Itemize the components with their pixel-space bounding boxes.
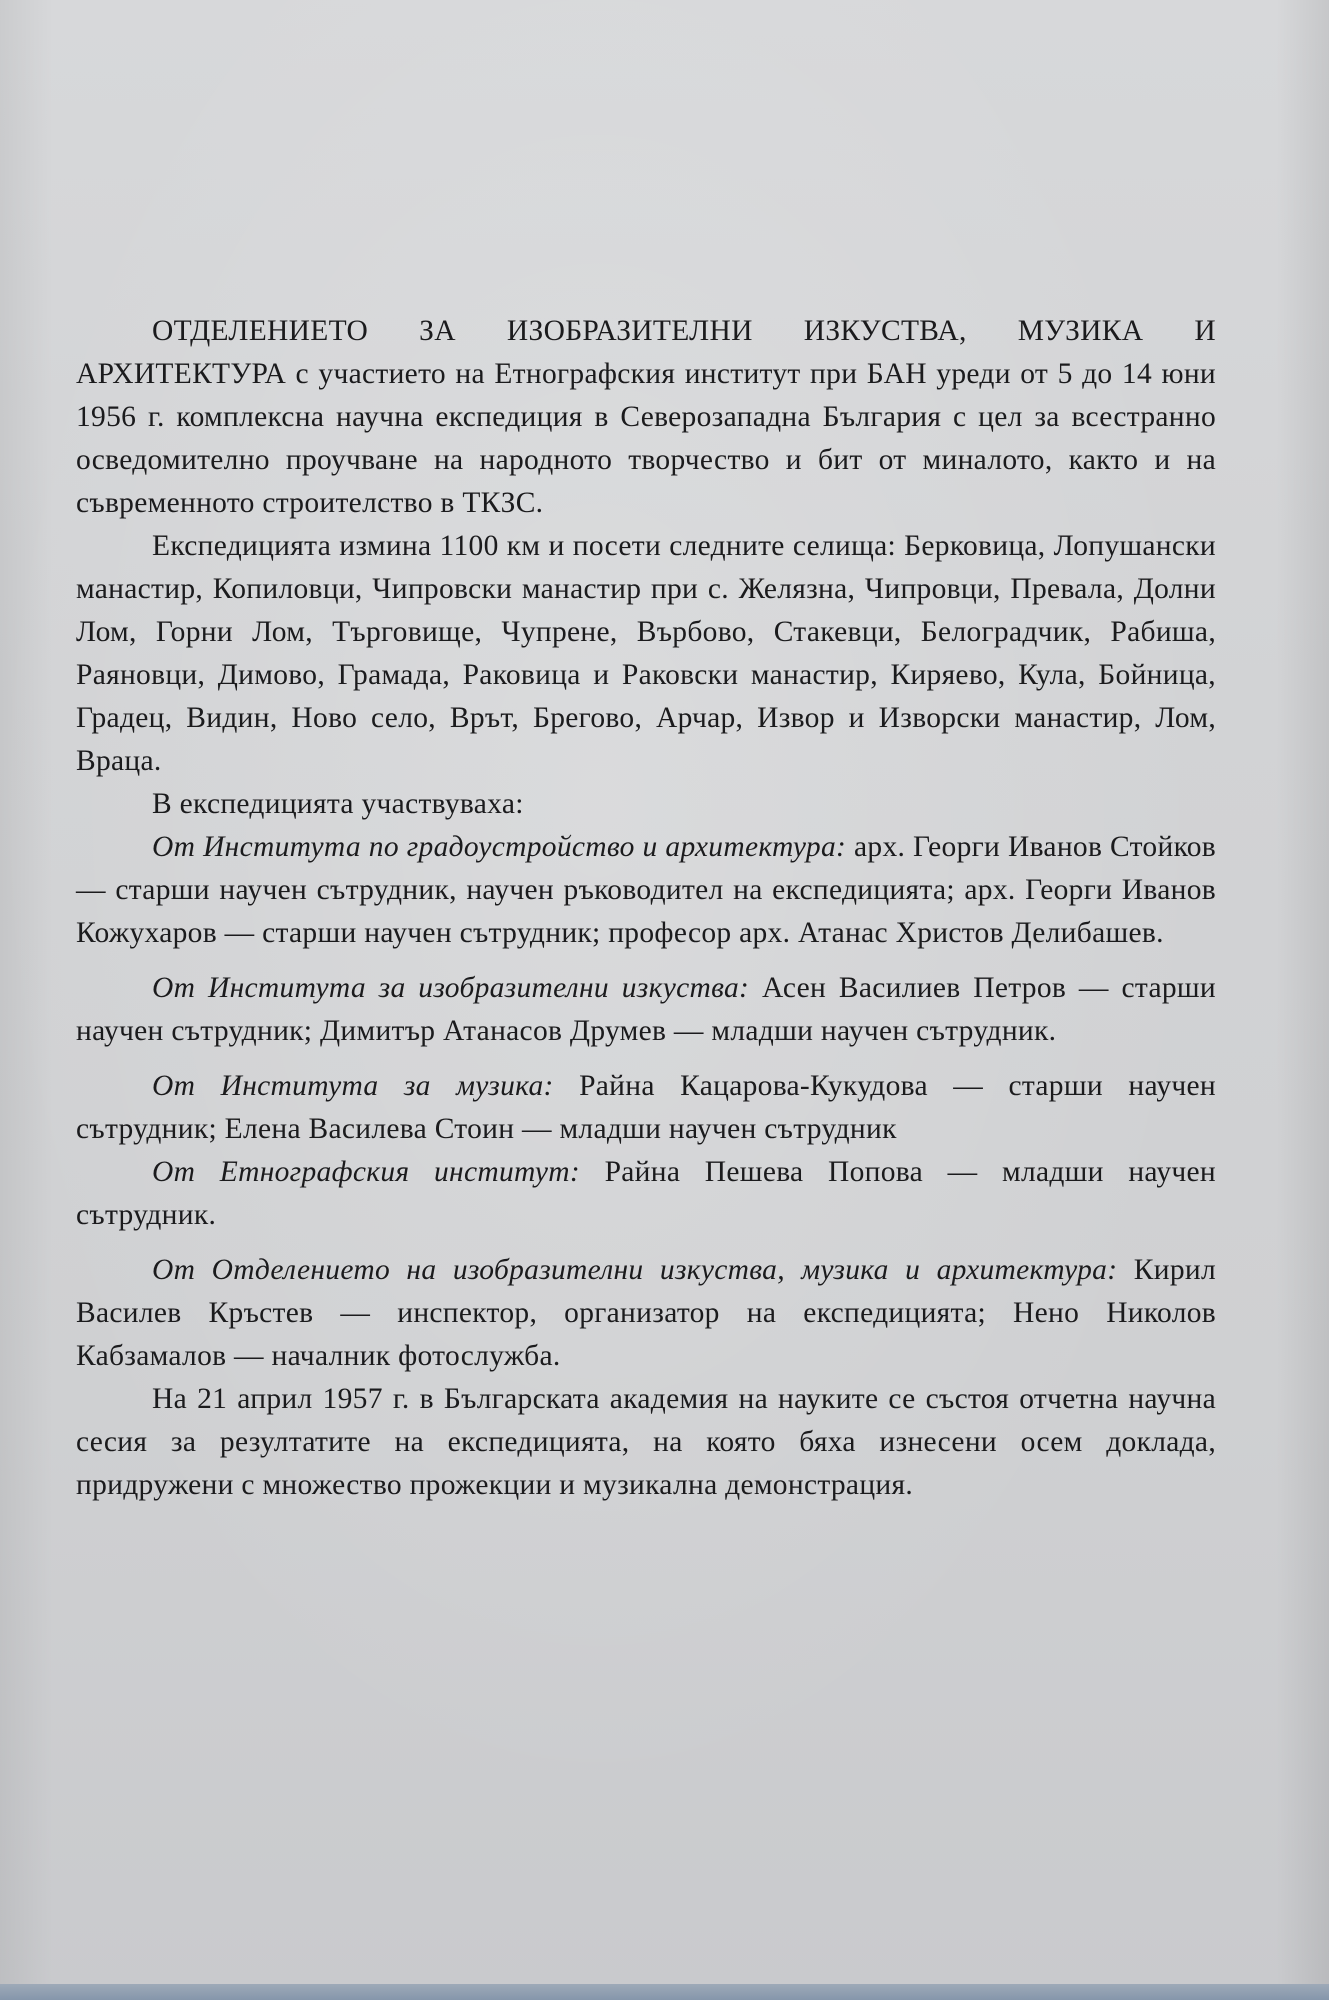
architecture-institute-text: арх. Георги Иванов Стойков — старши научен сътрудник, научен ръководител на експедицията; арх. Георги Иванов Кожухаров — старши научен сътрудник; професор арх. Атанас Христов Делибашев. <box>76 831 1216 949</box>
fine-arts-institute-paragraph <box>76 967 1216 1053</box>
department-text: Кирил Василев Кръстев — инспектор, организатор на експедицията; Нено Николов Кабзамалов — началник фотослужба. <box>76 1254 1216 1372</box>
music-institute-paragraph <box>76 1065 1216 1151</box>
department-paragraph <box>76 1249 1216 1378</box>
session-paragraph: На 21 април 1957 г. в Българската академия на науките се състоя отчетна научна сесия за резултатите на експедицията, на която бяха изнесени осем доклада, придружени с множество прожекции и музикална демонстрация. <box>76 1383 1216 1501</box>
architecture-institute-label: От Института по градоустройство и архитектура: <box>152 831 847 863</box>
ethnographic-institute-label: От Етнографския институт: <box>152 1156 580 1188</box>
intro-paragraph <box>76 310 1216 525</box>
music-institute-label: От Института за музика: <box>152 1070 554 1102</box>
intro-heading: ОТДЕЛЕНИЕТО ЗА ИЗОБРАЗИТЕЛНИ ИЗКУСТВА, МУЗИКА И АРХИТЕКТУРА <box>76 315 1216 390</box>
ethnographic-institute-paragraph <box>76 1151 1216 1237</box>
fine-arts-institute-label: От Института за изобразителни изкуства: <box>152 972 750 1004</box>
department-label: От Отделението на изобразителни изкуства, музика и архитектура: <box>152 1254 1118 1286</box>
participants-intro: В експедицията участвуваха: <box>152 788 524 820</box>
intro-text: с участието на Етнографския институт при БАН уреди от 5 до 14 юни 1956 г. комплексна научна експедиция в Северозападна България с цел за всестранно осведомително проучване на народното творчество и бит от миналото, както и на съвременното строителство в ТКЗС. <box>76 358 1216 519</box>
music-institute-text: Райна Кацарова-Кукудова — старши научен сътрудник; Елена Василева Стоин — младши научен сътрудник <box>76 1070 1217 1145</box>
ethnographic-institute-text: Райна Пешева Попова — младши научен сътрудник. <box>76 1156 1216 1231</box>
architecture-institute-paragraph <box>76 826 1216 955</box>
page-bottom-edge <box>0 1984 1329 2000</box>
page-text <box>76 310 1216 1507</box>
fine-arts-institute-text: Асен Василиев Петров — старши научен сътрудник; Димитър Атанасов Друмев — младши научен сътрудник. <box>76 972 1216 1047</box>
route-paragraph: Експедицията измина 1100 км и посети следните селища: Берковица, Лопушански манастир, Копиловци, Чипровски манастир при с. Желязна, Чипровци, Превала, Долни Лом, Горни Лом, Търговище, Чупрене, Върбово, Стакевци, Белоградчик, Рабиша, Раяновци, Димово, Грамада, Раковица и Раковски манастир, Киряево, Кула, Бойница, Градец, Видин, Ново село, Врът, Брегово, Арчар, Извор и Изворски манастир, Лом, Враца. <box>76 530 1216 777</box>
